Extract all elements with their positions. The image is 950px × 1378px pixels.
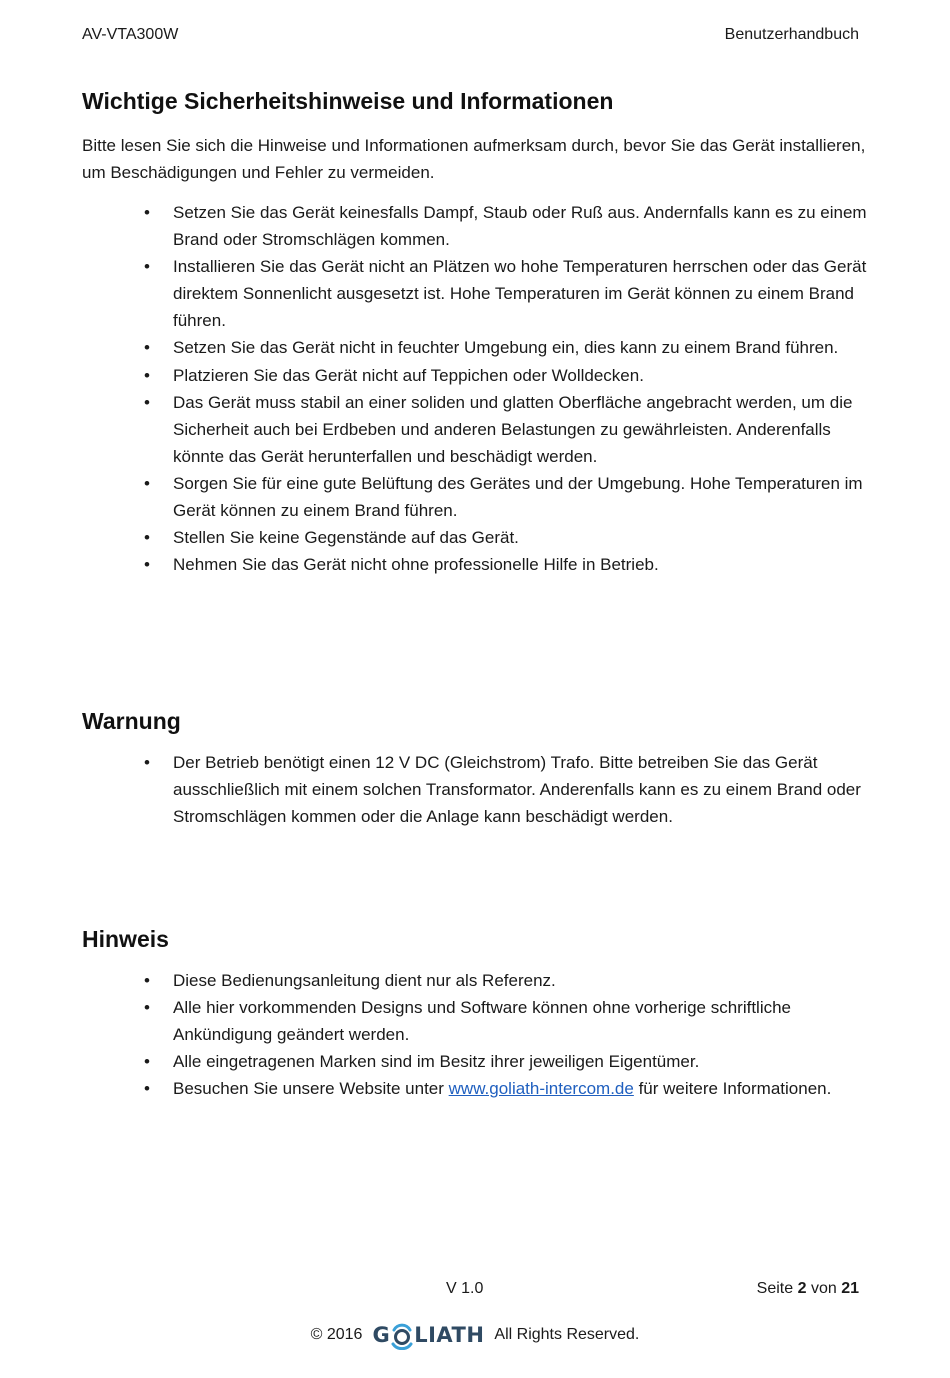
logo-letters-liath: LIATH [414,1323,485,1347]
list-item: • Nehmen Sie das Gerät nicht ohne professionelle Hilfe in Betrieb. [173,551,867,578]
list-item: • Alle hier vorkommenden Designs und Software können ohne vorherige schriftliche Ankündigung geändert werden. [173,994,867,1048]
rights-text: All Rights Reserved. [494,1326,640,1343]
list-item: • Setzen Sie das Gerät keinesfalls Dampf, Staub oder Ruß aus. Andernfalls kann es zu einem Brand oder Stromschlägen kommen. [173,199,867,253]
list-item: • Sorgen Sie für eine gute Belüftung des Gerätes und der Umgebung. Hohe Temperaturen im Gerät können zu einem Brand führen. [173,470,867,524]
safety-heading: Wichtige Sicherheitshinweise und Informationen [82,88,614,114]
list-item: • Stellen Sie keine Gegenstände auf das Gerät. [173,524,867,551]
safety-list [82,199,867,578]
goliath-logo [372,1320,484,1350]
safety-intro: Bitte lesen Sie sich die Hinweise und Informationen aufmerksam durch, bevor Sie das Gerät installieren, um Beschädigungen und Fehler zu vermeiden. [82,136,866,182]
logo-o-icon [390,1320,414,1350]
header-document-type: Benutzerhandbuch [724,26,859,43]
page-total: 21 [841,1280,859,1297]
safety-section [82,84,867,578]
website-link[interactable]: www.goliath-intercom.de [448,1079,634,1099]
footer-page-number [757,1278,859,1300]
website-suffix: für weitere Informationen. [633,1079,832,1099]
header-product-code: AV-VTA300W [82,26,179,43]
list-item: • Alle eingetragenen Marken sind im Besitz ihrer jeweiligen Eigentümer. [173,1048,867,1075]
warning-heading: Warnung [82,708,181,734]
warning-section [82,704,867,830]
main-content [82,84,867,1099]
warning-list [82,749,867,830]
logo-letter-g: G [372,1323,391,1347]
notice-heading: Hinweis [82,926,169,952]
list-item-website [173,1075,867,1102]
page-label: Seite [756,1280,794,1297]
list-item: • Der Betrieb benötigt einen 12 V DC (Gleichstrom) Trafo. Bitte betreiben Sie das Gerät ausschließlich mit einem solchen Transformator. Anderenfalls kann es zu einem Brand oder Stromschlägen kommen oder die Anlage kann beschädigt werden. [173,749,867,830]
list-item: • Installieren Sie das Gerät nicht an Plätzen wo hohe Temperaturen herrschen oder das Gerät direktem Sonnenlicht ausgesetzt ist. Hohe Temperaturen im Gerät können zu einem Brand führen. [173,253,867,334]
list-item: • Das Gerät muss stabil an einer soliden und glatten Oberfläche angebracht werden, um die Sicherheit auch bei Erdbeben und anderen Belastungen zu gewährleisten. Anderenfalls könnte das Gerät herunterfallen und beschädigt werden. [173,389,867,470]
copyright-line [0,1320,950,1350]
page-header [82,24,859,46]
notice-list [82,967,867,1102]
page-of: von [810,1280,837,1297]
page-current: 2 [797,1280,807,1297]
page-footer [82,1278,859,1300]
copyright-text: © 2016 [310,1326,363,1343]
list-item: • Platzieren Sie das Gerät nicht auf Teppichen oder Wolldecken. [173,362,867,389]
list-item: • Setzen Sie das Gerät nicht in feuchter Umgebung ein, dies kann zu einem Brand führen. [173,334,867,361]
list-item: • Diese Bedienungsanleitung dient nur als Referenz. [173,967,867,994]
website-prefix: Besuchen Sie unsere Website unter [173,1079,449,1099]
notice-section [82,922,867,1102]
footer-version: V 1.0 [446,1280,484,1297]
